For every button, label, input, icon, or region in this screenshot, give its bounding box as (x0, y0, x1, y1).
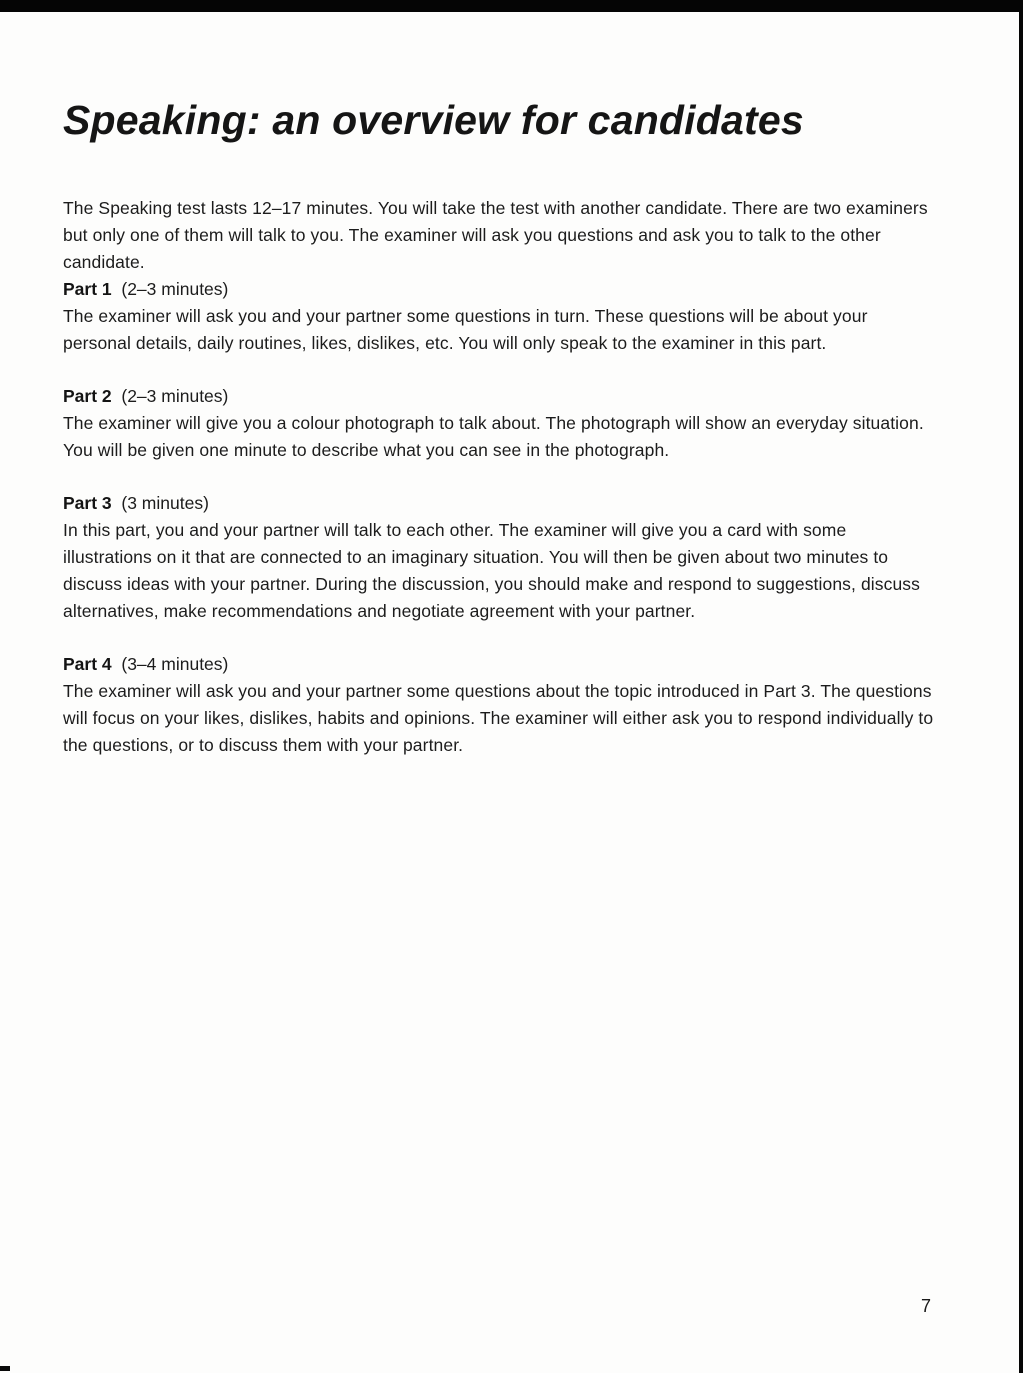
section-body: The examiner will ask you and your partner some questions in turn. These questions will be about your personal details, daily routines, likes, dislikes, etc. You will only speak to the examiner in this part. (63, 306, 868, 354)
section-heading (63, 651, 935, 678)
section-part-2 (63, 383, 935, 464)
section-heading (63, 490, 935, 517)
page-title: Speaking: an overview for candidates (63, 97, 804, 143)
part-label: Part 4 (63, 654, 112, 675)
part-duration: (3 minutes) (121, 493, 209, 514)
part-label: Part 3 (63, 493, 112, 514)
part-duration: (3–4 minutes) (121, 654, 229, 675)
document-page (63, 98, 935, 785)
scan-corner-mark (0, 1366, 10, 1371)
scan-edge-right (1019, 0, 1023, 1373)
intro-paragraph: The Speaking test lasts 12–17 minutes. You will take the test with another candidate. There are two examiners but only one of them will talk to you. The examiner will ask you questions and ask you to talk to the other candidate. (63, 198, 928, 273)
page-number: 7 (920, 1296, 931, 1316)
part-label: Part 2 (63, 386, 112, 407)
section-part-3 (63, 490, 935, 625)
section-heading (63, 383, 935, 410)
part-label: Part 1 (63, 279, 112, 300)
part-duration: (2–3 minutes) (121, 386, 229, 407)
scan-edge-top (0, 0, 1023, 12)
section-body: In this part, you and your partner will talk to each other. The examiner will give you a card with some illustrations on it that are connected to an imaginary situation. You will then be given about two minutes to discuss ideas with your partner. During the discussion, you should make and respond to suggestions, discuss alternatives, make recommendations and negotiate agreement with your partner. (63, 520, 920, 622)
section-part-1 (63, 276, 935, 357)
section-body: The examiner will ask you and your partner some questions about the topic introduced in Part 3. The questions will focus on your likes, dislikes, habits and opinions. The examiner will either ask you to respond individually to the questions, or to discuss them with your partner. (63, 681, 934, 756)
section-heading (63, 276, 935, 303)
part-duration: (2–3 minutes) (121, 279, 229, 300)
section-part-4 (63, 651, 935, 759)
section-body: The examiner will give you a colour photograph to talk about. The photograph will show an everyday situation. You will be given one minute to describe what you can see in the photograph. (63, 413, 924, 461)
